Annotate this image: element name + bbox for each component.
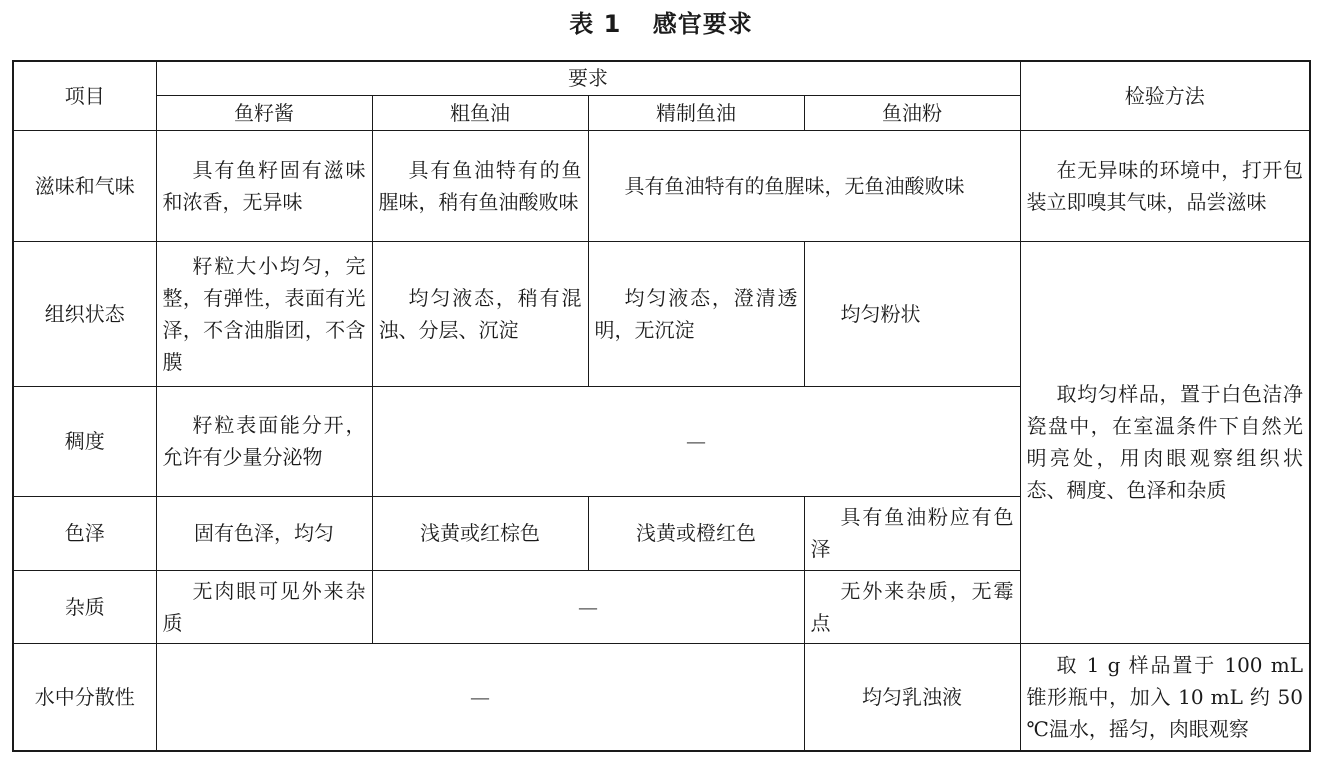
cell-dispersibility-method: 取 1 g 样品置于 100 mL 锥形瓶中，加入 10 mL 约 50 ℃温水，摇匀，肉眼观察 [1020,643,1310,751]
row-dispersibility [13,643,1310,751]
table-title: 感官要求 [652,10,753,38]
cell-dispersibility-powder: 均匀乳浊液 [804,643,1020,751]
row-label-taste: 滋味和气味 [13,130,156,241]
cell-color-powder: 具有鱼油粉应有色泽 [804,496,1020,570]
cell-consistency-roe: 籽粒表面能分开，允许有少量分泌物 [156,386,372,496]
cell-impurity-roe: 无肉眼可见外来杂质 [156,570,372,643]
cell-texture-powder: 均匀粉状 [804,241,1020,386]
cell-texture-crude-oil: 均匀液态，稍有混浊、分层、沉淀 [372,241,588,386]
row-label-consistency: 稠度 [13,386,156,496]
cell-texture-roe: 籽粒大小均匀，完整，有弹性，表面有光泽，不含油脂团，不含膜 [156,241,372,386]
row-label-impurity: 杂质 [13,570,156,643]
row-label-texture: 组织状态 [13,241,156,386]
cell-taste-method: 在无异味的环境中，打开包装立即嗅其气味，品尝滋味 [1020,130,1310,241]
row-texture [13,241,1310,386]
cell-color-crude-oil: 浅黄或红棕色 [372,496,588,570]
header-col-roe: 鱼籽酱 [156,95,372,130]
cell-impurity-oils: — [372,570,804,643]
header-col-crude-oil: 粗鱼油 [372,95,588,130]
cell-texture-refined-oil: 均匀液态，澄清透明，无沉淀 [588,241,804,386]
row-label-color: 色泽 [13,496,156,570]
cell-shared-method: 取均匀样品，置于白色洁净瓷盘中，在室温条件下自然光明亮处，用肉眼观察组织状态、稠度、色泽和杂质 [1020,241,1310,643]
cell-impurity-powder: 无外来杂质，无霉点 [804,570,1020,643]
table-caption [0,6,1322,42]
header-row-1 [13,61,1310,95]
row-label-dispersibility: 水中分散性 [13,643,156,751]
header-method: 检验方法 [1020,61,1310,130]
row-taste [13,130,1310,241]
cell-taste-refined-oil-powder: 具有鱼油特有的鱼腥味，无鱼油酸败味 [588,130,1020,241]
sensory-requirements-table [12,60,1311,752]
cell-taste-roe: 具有鱼籽固有滋味和浓香，无异味 [156,130,372,241]
header-col-powder: 鱼油粉 [804,95,1020,130]
header-requirements: 要求 [156,61,1020,95]
table-number: 表 1 [569,10,622,38]
cell-taste-crude-oil: 具有鱼油特有的鱼腥味，稍有鱼油酸败味 [372,130,588,241]
cell-color-refined-oil: 浅黄或橙红色 [588,496,804,570]
cell-color-roe: 固有色泽，均匀 [156,496,372,570]
cell-dispersibility-others: — [156,643,804,751]
cell-consistency-others: — [372,386,1020,496]
header-item: 项目 [13,61,156,130]
header-col-refined-oil: 精制鱼油 [588,95,804,130]
